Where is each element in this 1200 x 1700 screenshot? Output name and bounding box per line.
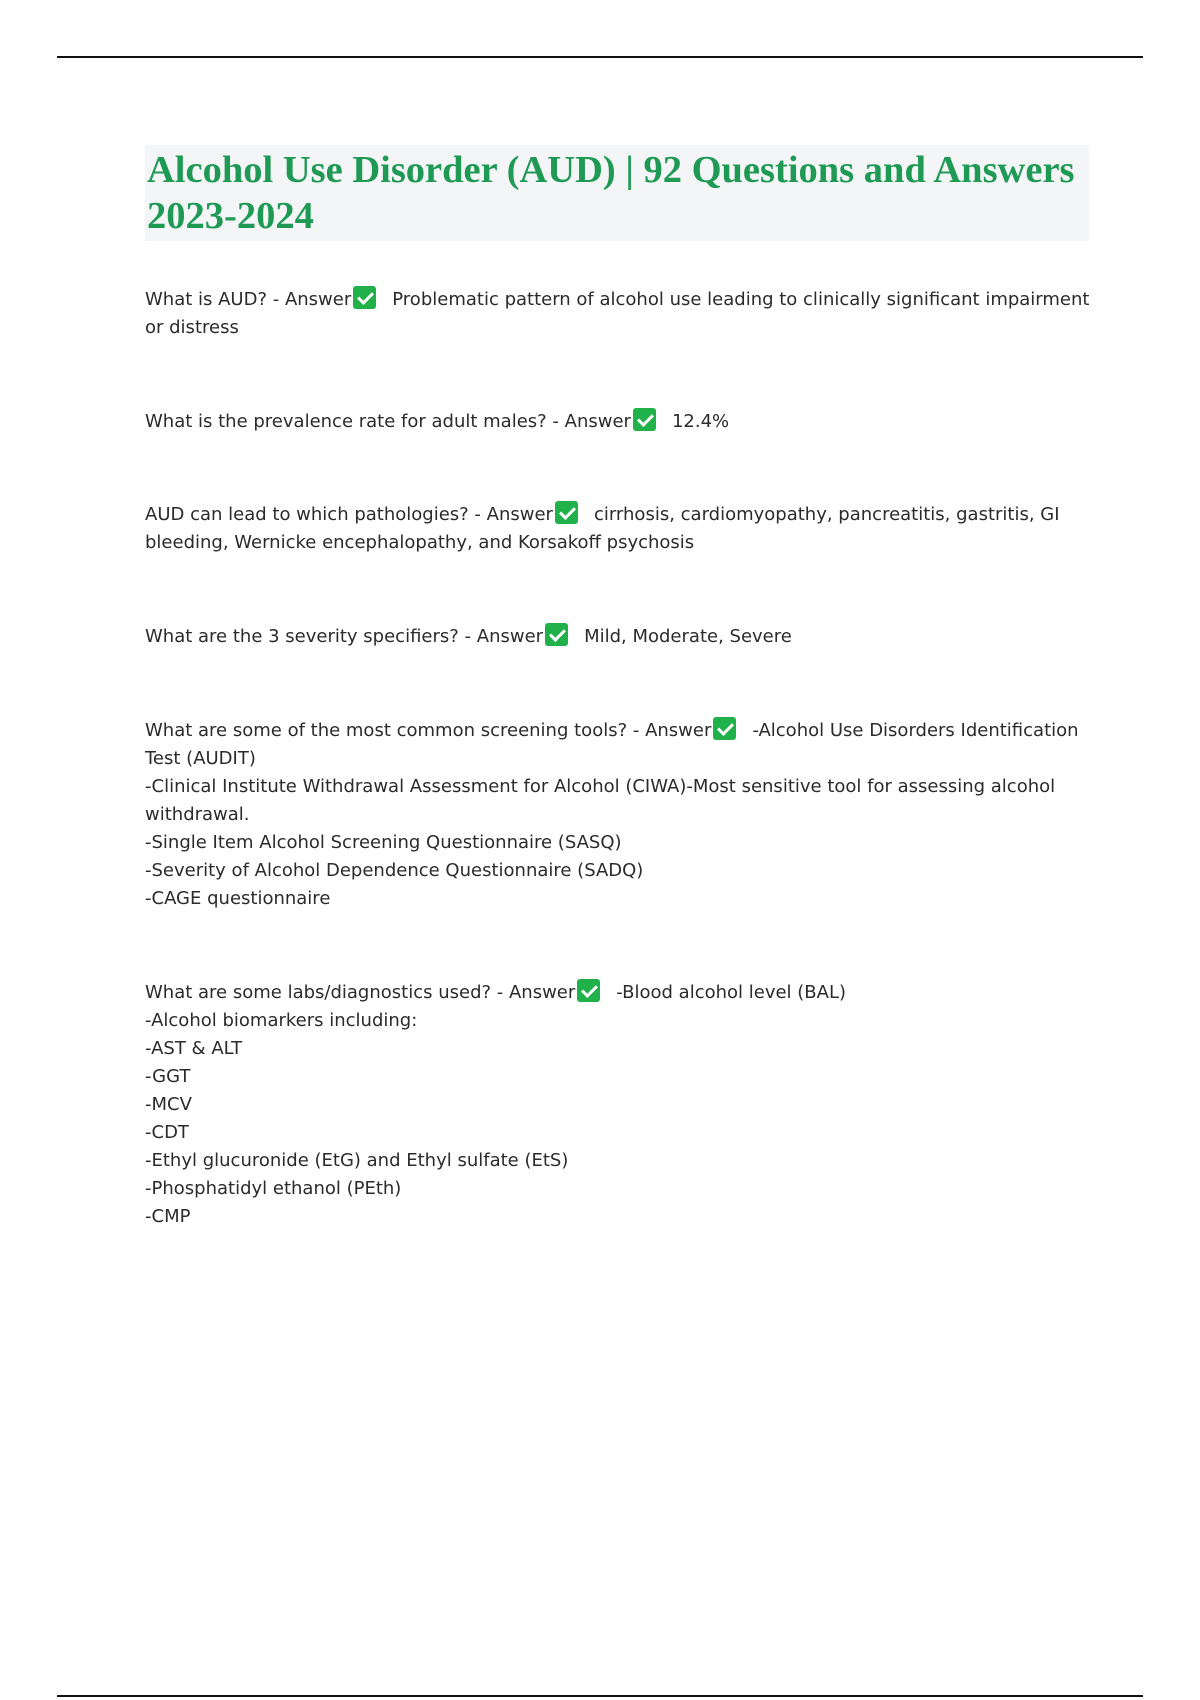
document-body <box>145 145 1093 1231</box>
question-text: What are some of the most common screening tools? - Answer <box>145 720 712 741</box>
qa-item <box>145 717 1093 913</box>
qa-item <box>145 623 1093 651</box>
answer-text: 12.4% <box>671 411 730 432</box>
answer-line: -GGT <box>145 1066 191 1087</box>
answer-line: -Single Item Alcohol Screening Questionnaire (SASQ) <box>145 832 622 853</box>
answer-text: Mild, Moderate, Severe <box>584 626 792 647</box>
qa-line <box>145 623 1093 651</box>
answer-line: -Clinical Institute Withdrawal Assessment for Alcohol (CIWA)-Most sensitive tool for assessing alcohol withdrawal. <box>145 776 1056 825</box>
answer-text: cirrhosis, cardiomyopathy, pancreatitis, gastritis, GI bleeding, Wernicke encephalopathy, and Korsakoff psychosis <box>145 504 1060 553</box>
bottom-rule <box>57 1695 1143 1697</box>
question-text: What are the 3 severity specifiers? - Answer <box>145 626 544 647</box>
answer-line: -AST & ALT <box>145 1038 243 1059</box>
title-banner <box>145 145 1089 241</box>
answer-line: -Ethyl glucuronide (EtG) and Ethyl sulfate (EtS) <box>145 1150 569 1171</box>
answer-text: -Blood alcohol level (BAL) <box>616 982 847 1003</box>
qa-line <box>145 979 1093 1007</box>
qa-item <box>145 979 1093 1231</box>
answer-text: Problematic pattern of alcohol use leading to clinically significant impairment or distress <box>145 289 1090 338</box>
qa-line <box>145 501 1093 557</box>
checkmark-icon <box>353 286 376 309</box>
top-rule <box>57 56 1143 58</box>
checkmark-icon <box>555 501 578 524</box>
document-title: Alcohol Use Disorder (AUD) | 92 Questions and Answers 2023-2024 <box>147 149 1075 237</box>
checkmark-icon <box>577 979 600 1002</box>
answer-line: -CAGE questionnaire <box>145 888 331 909</box>
answer-line: -CDT <box>145 1122 189 1143</box>
qa-line <box>145 717 1093 773</box>
answer-line: -Alcohol biomarkers including: <box>145 1010 418 1031</box>
checkmark-icon <box>633 408 656 431</box>
answer-text: -Alcohol Use Disorders Identification Test (AUDIT) <box>145 720 1079 769</box>
question-text: What are some labs/diagnostics used? - Answer <box>145 982 576 1003</box>
checkmark-icon <box>713 717 736 740</box>
answer-line: -Phosphatidyl ethanol (PEth) <box>145 1178 402 1199</box>
qa-item <box>145 501 1093 557</box>
answer-line: -MCV <box>145 1094 192 1115</box>
answer-line: -Severity of Alcohol Dependence Questionnaire (SADQ) <box>145 860 644 881</box>
qa-line <box>145 286 1093 342</box>
qa-item <box>145 286 1093 342</box>
question-text: What is the prevalence rate for adult males? - Answer <box>145 411 631 432</box>
question-text: AUD can lead to which pathologies? - Answer <box>145 504 553 525</box>
checkmark-icon <box>545 623 568 646</box>
qa-item <box>145 408 1093 436</box>
answer-line: -CMP <box>145 1206 191 1227</box>
question-text: What is AUD? - Answer <box>145 289 352 310</box>
qa-line <box>145 408 1093 436</box>
